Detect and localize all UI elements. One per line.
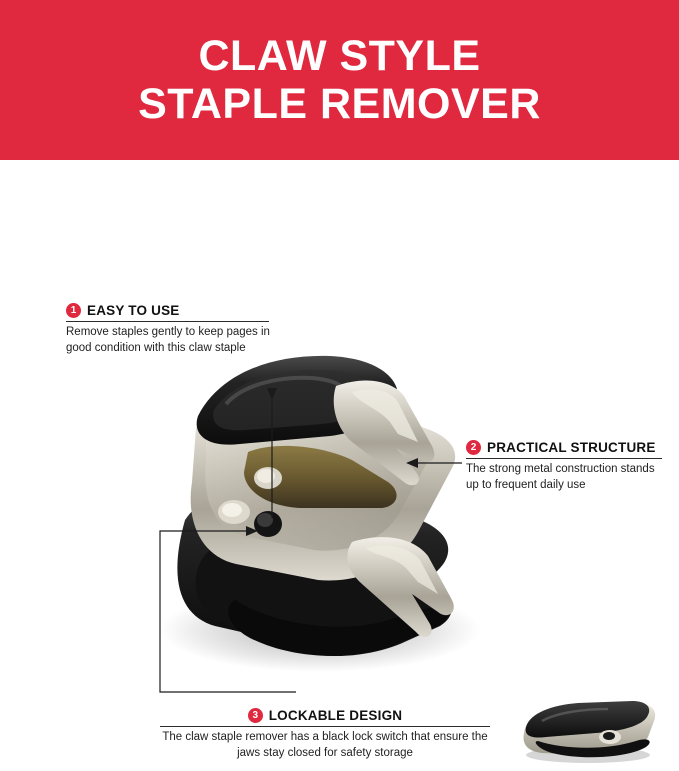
claw-staple-remover-locked-photo <box>512 697 662 765</box>
callout-3-divider <box>160 726 490 727</box>
callout-3-body: The claw staple remover has a black lock switch that ensure the jaws stay closed for safety storage <box>162 731 488 759</box>
callout-1-title: EASY TO USE <box>87 303 180 318</box>
callout-3-header <box>160 708 490 723</box>
callout-3-badge: 3 <box>248 708 263 723</box>
callout-2-title: PRACTICAL STRUCTURE <box>487 440 656 455</box>
header-banner <box>0 0 679 160</box>
product-image-area <box>0 160 679 771</box>
callout-practical-structure <box>466 440 666 493</box>
callout-1-badge: 1 <box>66 303 81 318</box>
callout-1-body: Remove staples gently to keep pages in good condition with this claw staple <box>66 326 270 354</box>
headline-line-1: CLAW STYLE <box>198 31 481 80</box>
callout-2-body: The strong metal construction stands up to frequent daily use <box>466 463 655 491</box>
callout-3-title: LOCKABLE DESIGN <box>268 708 403 723</box>
callout-1-divider <box>66 321 269 322</box>
callout-2-header <box>466 440 666 455</box>
callout-lockable-design <box>160 708 490 761</box>
callout-1-header <box>66 303 278 318</box>
headline-line-2: STAPLE REMOVER <box>138 80 541 128</box>
callout-easy-to-use <box>66 303 278 356</box>
callout-2-badge: 2 <box>466 440 481 455</box>
callout-2-divider <box>466 458 662 459</box>
